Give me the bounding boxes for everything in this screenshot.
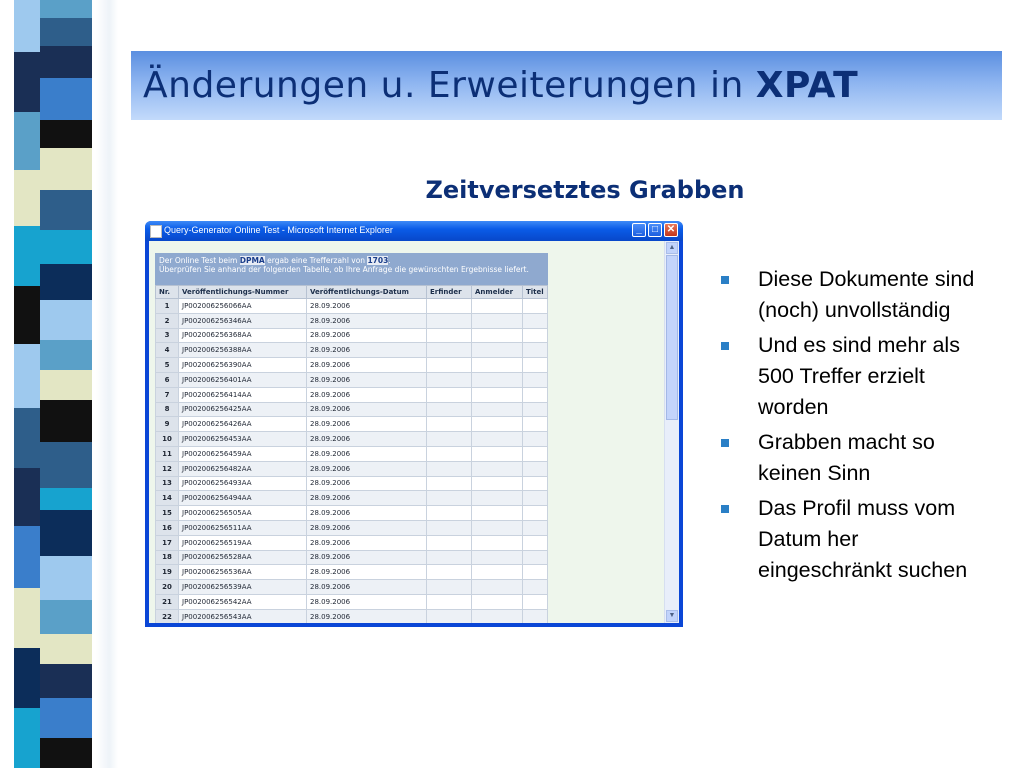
bullet-text: Grabben macht so keinen Sinn <box>758 430 935 485</box>
cell-pub-number: JP002006256519AA <box>179 535 307 550</box>
cell-nr: 20 <box>156 580 179 595</box>
cell-nr: 12 <box>156 461 179 476</box>
cell-title <box>523 372 548 387</box>
decorative-stripe <box>14 52 40 112</box>
info-text-3: . <box>388 256 391 265</box>
table-row <box>156 461 548 476</box>
cell-inventor <box>427 328 472 343</box>
slide-title-prefix: Änderungen u. Erweiterungen in <box>143 65 756 106</box>
cell-pub-date: 28.09.2006 <box>307 609 427 623</box>
cell-inventor <box>427 417 472 432</box>
table-row <box>156 491 548 506</box>
cell-title <box>523 550 548 565</box>
cell-applicant <box>472 594 523 609</box>
cell-nr: 1 <box>156 299 179 314</box>
info-text-line2: Überprüfen Sie anhand der folgenden Tabelle, ob Ihre Anfrage die gewünschten Ergebnisse liefert. <box>159 265 529 274</box>
results-table <box>155 285 548 623</box>
cell-applicant <box>472 387 523 402</box>
decorative-stripe <box>40 46 92 78</box>
table-row <box>156 506 548 521</box>
cell-title <box>523 313 548 328</box>
decorative-stripe <box>14 286 40 344</box>
cell-nr: 4 <box>156 343 179 358</box>
bullet-item <box>718 264 998 326</box>
decorative-stripe <box>14 648 40 708</box>
decorative-stripe <box>40 698 92 738</box>
decorative-stripe <box>40 190 92 230</box>
cell-pub-date: 28.09.2006 <box>307 299 427 314</box>
cell-pub-number: JP002006256414AA <box>179 387 307 402</box>
decorative-stripe <box>40 300 92 340</box>
cell-nr: 17 <box>156 535 179 550</box>
cell-applicant <box>472 491 523 506</box>
cell-pub-date: 28.09.2006 <box>307 432 427 447</box>
cell-pub-date: 28.09.2006 <box>307 358 427 373</box>
table-row <box>156 520 548 535</box>
cell-applicant <box>472 313 523 328</box>
cell-applicant <box>472 565 523 580</box>
cell-pub-date: 28.09.2006 <box>307 580 427 595</box>
cell-nr: 11 <box>156 446 179 461</box>
cell-title <box>523 343 548 358</box>
square-bullet-icon <box>721 505 729 513</box>
cell-title <box>523 594 548 609</box>
cell-applicant <box>472 299 523 314</box>
decorative-stripe <box>14 344 40 408</box>
bullet-list <box>718 264 998 590</box>
cell-pub-date: 28.09.2006 <box>307 461 427 476</box>
table-header-row <box>156 286 548 299</box>
cell-nr: 2 <box>156 313 179 328</box>
scroll-up-icon[interactable]: ▲ <box>666 242 678 254</box>
cell-pub-number: JP002006256425AA <box>179 402 307 417</box>
cell-pub-date: 28.09.2006 <box>307 446 427 461</box>
table-row <box>156 535 548 550</box>
cell-nr: 3 <box>156 328 179 343</box>
col-header-pub-date[interactable]: Veröffentlichungs-Datum <box>307 286 427 299</box>
cell-nr: 18 <box>156 550 179 565</box>
cell-inventor <box>427 506 472 521</box>
cell-pub-date: 28.09.2006 <box>307 535 427 550</box>
cell-title <box>523 491 548 506</box>
cell-applicant <box>472 609 523 623</box>
table-row <box>156 565 548 580</box>
cell-title <box>523 565 548 580</box>
decorative-stripe <box>40 370 92 400</box>
slide-subtitle: Zeitversetztes Grabben <box>425 176 745 204</box>
cell-title <box>523 461 548 476</box>
cell-pub-date: 28.09.2006 <box>307 328 427 343</box>
table-row <box>156 387 548 402</box>
cell-nr: 13 <box>156 476 179 491</box>
cell-nr: 7 <box>156 387 179 402</box>
info-dpma: DPMA <box>239 256 265 265</box>
decorative-stripe <box>14 526 40 588</box>
cell-pub-number: JP002006256066AA <box>179 299 307 314</box>
cell-title <box>523 520 548 535</box>
cell-pub-date: 28.09.2006 <box>307 506 427 521</box>
decorative-stripe <box>14 708 40 768</box>
maximize-button[interactable]: □ <box>648 223 662 237</box>
cell-inventor <box>427 550 472 565</box>
cell-title <box>523 387 548 402</box>
decorative-stripe <box>14 112 40 170</box>
cell-pub-number: JP002006256536AA <box>179 565 307 580</box>
cell-title <box>523 476 548 491</box>
table-row <box>156 328 548 343</box>
table-row <box>156 446 548 461</box>
table-row <box>156 580 548 595</box>
cell-pub-date: 28.09.2006 <box>307 550 427 565</box>
scroll-down-icon[interactable]: ▼ <box>666 610 678 622</box>
square-bullet-icon <box>721 342 729 350</box>
cell-applicant <box>472 417 523 432</box>
cell-inventor <box>427 299 472 314</box>
cell-applicant <box>472 358 523 373</box>
decorative-stripe <box>40 120 92 148</box>
ie-page-icon <box>150 225 162 238</box>
cell-nr: 22 <box>156 609 179 623</box>
vertical-scrollbar[interactable] <box>664 241 679 623</box>
cell-pub-number: JP002006256493AA <box>179 476 307 491</box>
decorative-stripe <box>14 408 40 468</box>
cell-nr: 5 <box>156 358 179 373</box>
decorative-stripe <box>40 230 92 264</box>
cell-applicant <box>472 343 523 358</box>
table-row <box>156 299 548 314</box>
cell-pub-date: 28.09.2006 <box>307 343 427 358</box>
cell-nr: 21 <box>156 594 179 609</box>
decorative-stripe <box>40 340 92 370</box>
bullet-item <box>718 330 998 423</box>
cell-nr: 6 <box>156 372 179 387</box>
table-row <box>156 476 548 491</box>
decorative-stripe <box>40 400 92 442</box>
slide-title-bold: XPAT <box>755 65 859 106</box>
cell-inventor <box>427 387 472 402</box>
scroll-thumb[interactable] <box>666 255 678 420</box>
decorative-stripe <box>40 148 92 190</box>
decorative-stripe <box>40 556 92 600</box>
minimize-button[interactable]: _ <box>632 223 646 237</box>
close-button[interactable]: ✕ <box>664 223 678 237</box>
cell-inventor <box>427 520 472 535</box>
cell-title <box>523 446 548 461</box>
cell-pub-number: JP002006256494AA <box>179 491 307 506</box>
cell-inventor <box>427 358 472 373</box>
decorative-stripe <box>40 738 92 768</box>
cell-title <box>523 506 548 521</box>
decorative-stripe <box>40 264 92 300</box>
cell-title <box>523 535 548 550</box>
cell-applicant <box>472 402 523 417</box>
cell-pub-number: JP002006256482AA <box>179 461 307 476</box>
table-row <box>156 402 548 417</box>
cell-applicant <box>472 432 523 447</box>
cell-title <box>523 580 548 595</box>
decorative-stripe <box>40 0 92 18</box>
cell-nr: 14 <box>156 491 179 506</box>
table-row <box>156 550 548 565</box>
cell-pub-date: 28.09.2006 <box>307 417 427 432</box>
cell-pub-date: 28.09.2006 <box>307 476 427 491</box>
table-row <box>156 609 548 623</box>
cell-applicant <box>472 550 523 565</box>
cell-nr: 9 <box>156 417 179 432</box>
cell-pub-number: JP002006256528AA <box>179 550 307 565</box>
cell-pub-number: JP002006256388AA <box>179 343 307 358</box>
cell-pub-number: JP002006256543AA <box>179 609 307 623</box>
cell-nr: 16 <box>156 520 179 535</box>
window-title: Query-Generator Online Test - Microsoft Internet Explorer <box>164 225 393 235</box>
cell-inventor <box>427 402 472 417</box>
decorative-stripe <box>40 488 92 510</box>
decorative-stripe <box>40 664 92 698</box>
cell-pub-date: 28.09.2006 <box>307 313 427 328</box>
cell-pub-date: 28.09.2006 <box>307 565 427 580</box>
table-row <box>156 313 548 328</box>
decorative-stripe <box>14 468 40 526</box>
cell-pub-date: 28.09.2006 <box>307 372 427 387</box>
table-row <box>156 594 548 609</box>
cell-nr: 8 <box>156 402 179 417</box>
col-header-nr[interactable]: Nr. <box>156 286 179 299</box>
window-titlebar[interactable] <box>145 221 683 241</box>
cell-inventor <box>427 491 472 506</box>
stripe-shadow <box>96 0 118 768</box>
cell-pub-number: JP002006256368AA <box>179 328 307 343</box>
cell-pub-date: 28.09.2006 <box>307 402 427 417</box>
cell-nr: 10 <box>156 432 179 447</box>
cell-title <box>523 358 548 373</box>
cell-pub-number: JP002006256505AA <box>179 506 307 521</box>
cell-inventor <box>427 343 472 358</box>
bullet-item <box>718 493 998 586</box>
cell-applicant <box>472 506 523 521</box>
decorative-stripe <box>40 510 92 556</box>
cell-applicant <box>472 476 523 491</box>
cell-nr: 19 <box>156 565 179 580</box>
decorative-stripe-panel <box>0 0 118 768</box>
decorative-stripe <box>40 600 92 634</box>
cell-pub-date: 28.09.2006 <box>307 520 427 535</box>
info-text-1: Der Online Test beim <box>159 256 240 265</box>
decorative-stripe <box>14 226 40 286</box>
col-header-pub-number[interactable]: Veröffentlichungs-Nummer <box>179 286 307 299</box>
bullet-text: Das Profil muss vom Datum her eingeschränkt suchen <box>758 496 968 582</box>
info-text-2: ergab eine Trefferzahl von <box>264 256 368 265</box>
cell-applicant <box>472 461 523 476</box>
cell-pub-number: JP002006256539AA <box>179 580 307 595</box>
cell-pub-number: JP002006256426AA <box>179 417 307 432</box>
table-row <box>156 417 548 432</box>
cell-pub-number: JP002006256511AA <box>179 520 307 535</box>
cell-inventor <box>427 476 472 491</box>
cell-pub-number: JP002006256346AA <box>179 313 307 328</box>
cell-inventor <box>427 594 472 609</box>
cell-inventor <box>427 565 472 580</box>
cell-pub-date: 28.09.2006 <box>307 491 427 506</box>
cell-pub-number: JP002006256453AA <box>179 432 307 447</box>
decorative-stripe <box>40 18 92 46</box>
result-info-box <box>155 253 548 285</box>
slide-title-bar <box>131 51 1002 120</box>
cell-applicant <box>472 520 523 535</box>
decorative-stripe <box>14 0 40 52</box>
table-row <box>156 358 548 373</box>
cell-pub-date: 28.09.2006 <box>307 387 427 402</box>
slide-title <box>143 65 858 106</box>
cell-inventor <box>427 313 472 328</box>
bullet-text: Und es sind mehr als 500 Treffer erzielt worden <box>758 333 960 419</box>
cell-applicant <box>472 446 523 461</box>
cell-pub-number: JP002006256459AA <box>179 446 307 461</box>
cell-applicant <box>472 328 523 343</box>
cell-pub-date: 28.09.2006 <box>307 594 427 609</box>
decorative-stripe <box>14 588 40 648</box>
hit-count: 1703 <box>367 256 389 265</box>
cell-inventor <box>427 580 472 595</box>
decorative-stripe <box>40 78 92 120</box>
square-bullet-icon <box>721 439 729 447</box>
cell-applicant <box>472 372 523 387</box>
bullet-item <box>718 427 998 489</box>
cell-applicant <box>472 580 523 595</box>
cell-inventor <box>427 535 472 550</box>
table-row <box>156 343 548 358</box>
cell-pub-number: JP002006256390AA <box>179 358 307 373</box>
cell-inventor <box>427 446 472 461</box>
square-bullet-icon <box>721 276 729 284</box>
cell-title <box>523 417 548 432</box>
col-header-applicant[interactable]: Anmelder <box>472 286 523 299</box>
cell-title <box>523 432 548 447</box>
cell-inventor <box>427 609 472 623</box>
cell-title <box>523 328 548 343</box>
decorative-stripe <box>40 442 92 488</box>
col-header-inventor[interactable]: Erfinder <box>427 286 472 299</box>
cell-title <box>523 402 548 417</box>
cell-pub-number: JP002006256542AA <box>179 594 307 609</box>
browser-content <box>149 241 679 623</box>
cell-applicant <box>472 535 523 550</box>
table-row <box>156 372 548 387</box>
cell-pub-number: JP002006256401AA <box>179 372 307 387</box>
decorative-stripe <box>14 170 40 226</box>
cell-inventor <box>427 461 472 476</box>
bullet-text: Diese Dokumente sind (noch) unvollständig <box>758 267 975 322</box>
cell-inventor <box>427 432 472 447</box>
decorative-stripe <box>40 634 92 664</box>
ie-window <box>145 221 683 627</box>
cell-title <box>523 609 548 623</box>
col-header-title[interactable]: Titel <box>523 286 548 299</box>
cell-nr: 15 <box>156 506 179 521</box>
cell-inventor <box>427 372 472 387</box>
table-row <box>156 432 548 447</box>
cell-title <box>523 299 548 314</box>
